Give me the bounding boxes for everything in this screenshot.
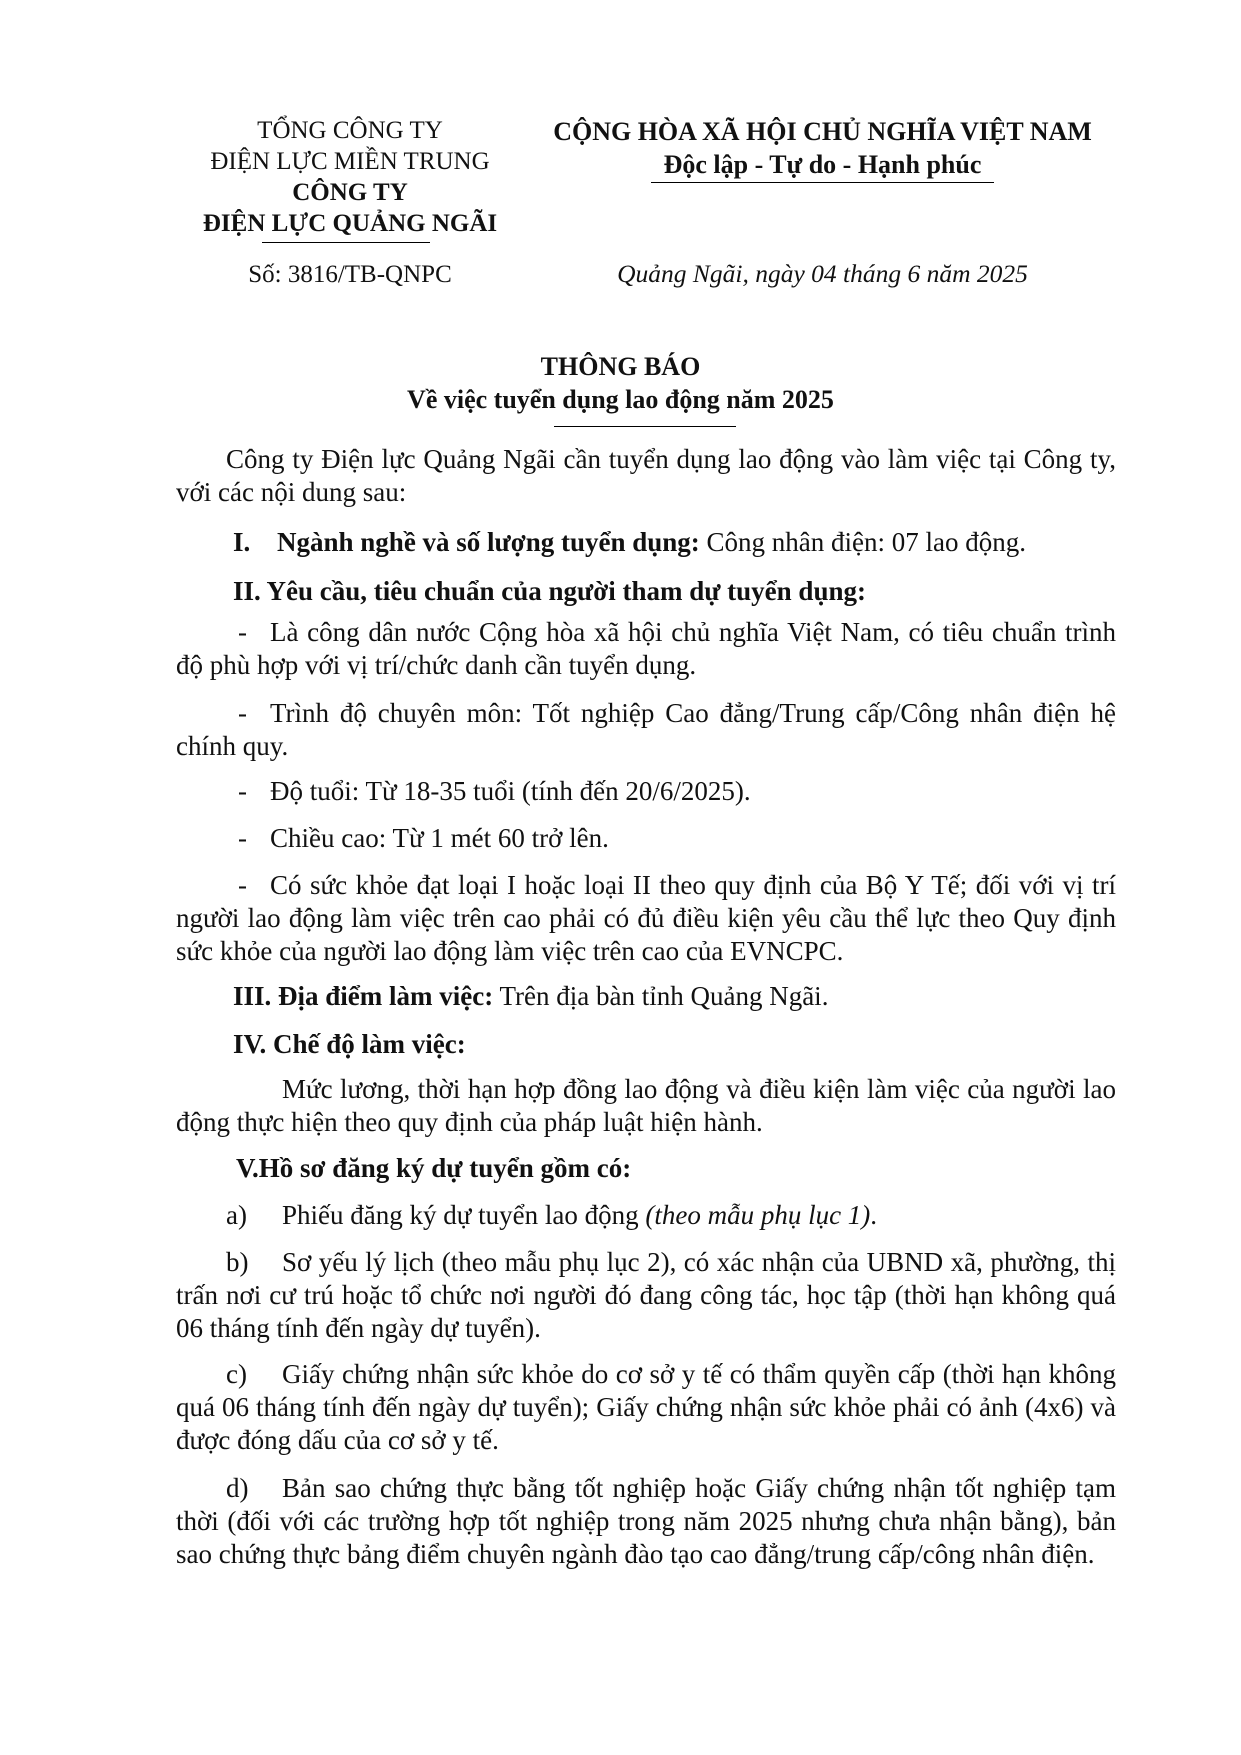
document-item: a) Phiếu đăng ký dự tuyển lao động (theo mẫu phụ lục 1).	[226, 1200, 878, 1230]
document-number: Số: 3816/TB-QNPC	[248, 261, 452, 288]
title-subject: Về việc tuyển dụng lao động năm 2025	[407, 385, 834, 414]
section-5-heading: V.Hồ sơ đăng ký dự tuyển gồm có:	[236, 1153, 632, 1183]
issuing-organization	[150, 115, 550, 239]
national-motto: Độc lập - Tự do - Hạnh phúc	[663, 150, 982, 179]
section-1-heading: Ngành nghề và số lượng tuyển dụng:	[277, 527, 700, 557]
title-divider	[554, 426, 736, 427]
intro-text: Công ty Điện lực Quảng Ngãi cần tuyển dụng lao động vào làm việc tại Công ty, với các nội dung sau:	[176, 444, 1116, 507]
document-title	[150, 350, 1091, 416]
intro-paragraph	[176, 443, 1116, 509]
nation-name: CỘNG HÒA XÃ HỘI CHỦ NGHĨA VIỆT NAM	[553, 117, 1092, 146]
document-item: d) Bản sao chứng thực bằng tốt nghiệp hoặc Giấy chứng nhận tốt nghiệp tạm thời (đối với các trường hợp tốt nghiệp trong năm 2025 nhưng chưa nhận bằng), bản sao chứng thực bảng điểm chuyên ngành đào tạo cao đẳng/trung cấp/công nhân điện.	[176, 1473, 1116, 1569]
company-line1: CÔNG TY	[292, 179, 408, 206]
section-2-heading: II. Yêu cầu, tiêu chuẩn của người tham dự tuyển dụng:	[233, 576, 866, 606]
national-header	[520, 115, 1125, 181]
parent-org-line1: TỔNG CÔNG TY	[257, 117, 443, 144]
section-3-text: Trên địa bàn tỉnh Quảng Ngãi.	[493, 981, 829, 1011]
requirement-item: - Trình độ chuyên môn: Tốt nghiệp Cao đẳng/Trung cấp/Công nhân điện hệ chính quy.	[176, 698, 1116, 761]
requirement-item: - Chiều cao: Từ 1 mét 60 trở lên.	[238, 823, 609, 853]
section-3	[233, 980, 1116, 1013]
title-main: THÔNG BÁO	[540, 352, 701, 381]
section-4-text: Mức lương, thời hạn hợp đồng lao động và điều kiện làm việc của người lao động thực hiện theo quy định của pháp luật hiện hành.	[176, 1074, 1116, 1137]
requirement-item: - Độ tuổi: Từ 18-35 tuổi (tính đến 20/6/2025).	[238, 776, 751, 806]
company-line2: ĐIỆN LỰC QUẢNG NGÃI	[202, 210, 498, 237]
section-4-heading: IV. Chế độ làm việc:	[233, 1029, 466, 1059]
org-divider	[262, 242, 430, 243]
section-1-text: Công nhân điện: 07 lao động.	[699, 527, 1026, 557]
document-item: c) Giấy chứng nhận sức khỏe do cơ sở y tế có thẩm quyền cấp (thời hạn không quá 06 tháng tính đến ngày dự tuyển); Giấy chứng nhận sức khỏe phải có ảnh (4x6) và được đóng dấu của cơ sở y tế.	[176, 1359, 1116, 1455]
requirement-item: - Có sức khỏe đạt loại I hoặc loại II theo quy định của Bộ Y Tế; đối với vị trí người lao động làm việc trên cao phải có đủ điều kiện yêu cầu thể lực theo Quy định sức khỏe của người lao động làm việc trên cao của EVNCPC.	[176, 870, 1116, 966]
section-3-heading: III. Địa điểm làm việc:	[233, 981, 494, 1011]
motto-divider	[651, 182, 994, 183]
document-item: b) Sơ yếu lý lịch (theo mẫu phụ lục 2), có xác nhận của UBND xã, phường, thị trấn nơi cư trú hoặc tổ chức nơi người đó đang công tác, học tập (thời hạn không quá 06 tháng tính đến ngày dự tuyển).	[176, 1247, 1116, 1343]
place-date: Quảng Ngãi, ngày 04 tháng 6 năm 2025	[617, 259, 1028, 288]
section-1-number: I.	[233, 527, 251, 557]
section-1	[233, 526, 1116, 559]
parent-org-line2: ĐIỆN LỰC MIỀN TRUNG	[210, 148, 490, 175]
requirement-item: - Là công dân nước Cộng hòa xã hội chủ nghĩa Việt Nam, có tiêu chuẩn trình độ phù hợp với vị trí/chức danh cần tuyển dụng.	[176, 617, 1116, 680]
